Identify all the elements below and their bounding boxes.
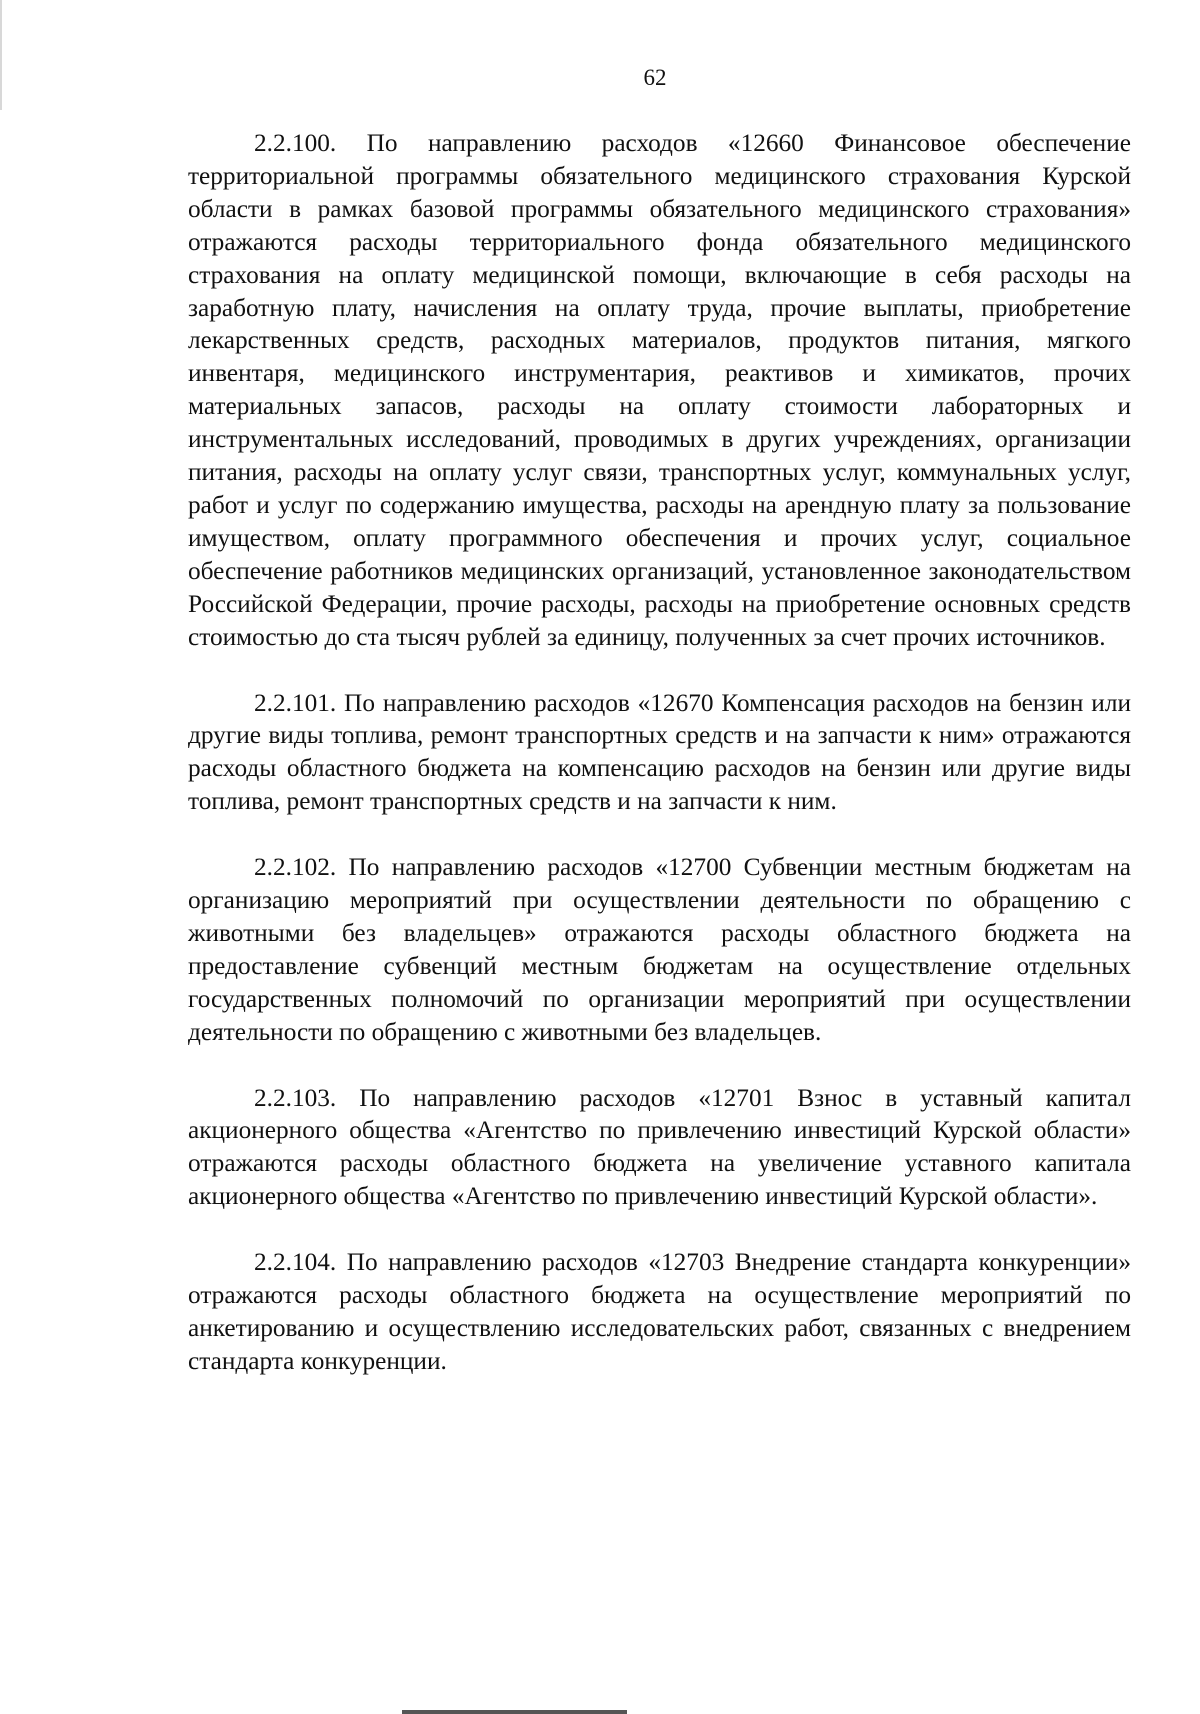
clause-2-2-102: 2.2.102. По направлению расходов «12700 Субвенции местным бюджетам на организацию мероприятий при осуществлении деятельности по обращению с животными без владельцев» отражаются расходы областного бюджета на предоставление субвенций местным бюджетам на осуществление отдельных государственных полномочий по организации мероприятий при осуществлении деятельности по обращению с животными без владельцев. xyxy=(188,853,1131,1046)
page-number: 62 xyxy=(643,65,667,90)
scan-bottom-mark xyxy=(402,1710,627,1714)
clause-2-2-104: 2.2.104. По направлению расходов «12703 Внедрение стандарта конкуренции» отражаются расходы областного бюджета на осуществление мероприятий по анкетированию и осуществлению исследовательских работ, связанных с внедрением стандарта конкуренции. xyxy=(188,1248,1131,1375)
clause-2-2-101: 2.2.101. По направлению расходов «12670 Компенсация расходов на бензин или другие виды топлива, ремонт транспортных средств и на запчасти к ним» отражаются расходы областного бюджета на компенсацию расходов на бензин или другие виды топлива, ремонт транспортных средств и на запчасти к ним. xyxy=(188,688,1131,816)
scan-edge-line xyxy=(0,0,2,110)
document-body xyxy=(188,127,1131,1411)
clause-2-2-100: 2.2.100. По направлению расходов «12660 Финансовое обеспечение территориальной программы обязательного медицинского страхования Курской области в рамках базовой программы обязательного медицинского страхования» отражаются расходы территориального фонда обязательного медицинского страхования на оплату медицинской помощи, включающие в себя расходы на заработную плату, начисления на оплату труда, прочие выплаты, приобретение лекарственных средств, расходных материалов, продуктов питания, мягкого инвентаря, медицинского инструментария, реактивов и химикатов, прочих материальных запасов, расходы на оплату стоимости лабораторных и инструментальных исследований, проводимых в других учреждениях, организации питания, расходы на оплату услуг связи, транспортных услуг, коммунальных услуг, работ и услуг по содержанию имущества, расходы на арендную плату за пользование имуществом, оплату программного обеспечения и прочих услуг, социальное обеспечение работников медицинских организаций, установленное законодательством Российской Федерации, прочие расходы, расходы на приобретение основных средств стоимостью до ста тысяч рублей за единицу, полученных за счет прочих источников. xyxy=(188,129,1131,651)
clause-2-2-103: 2.2.103. По направлению расходов «12701 Взнос в уставный капитал акционерного общества «Агентство по привлечению инвестиций Курской области» отражаются расходы областного бюджета на увеличение уставного капитала акционерного общества «Агентство по привлечению инвестиций Курской области». xyxy=(188,1083,1131,1211)
